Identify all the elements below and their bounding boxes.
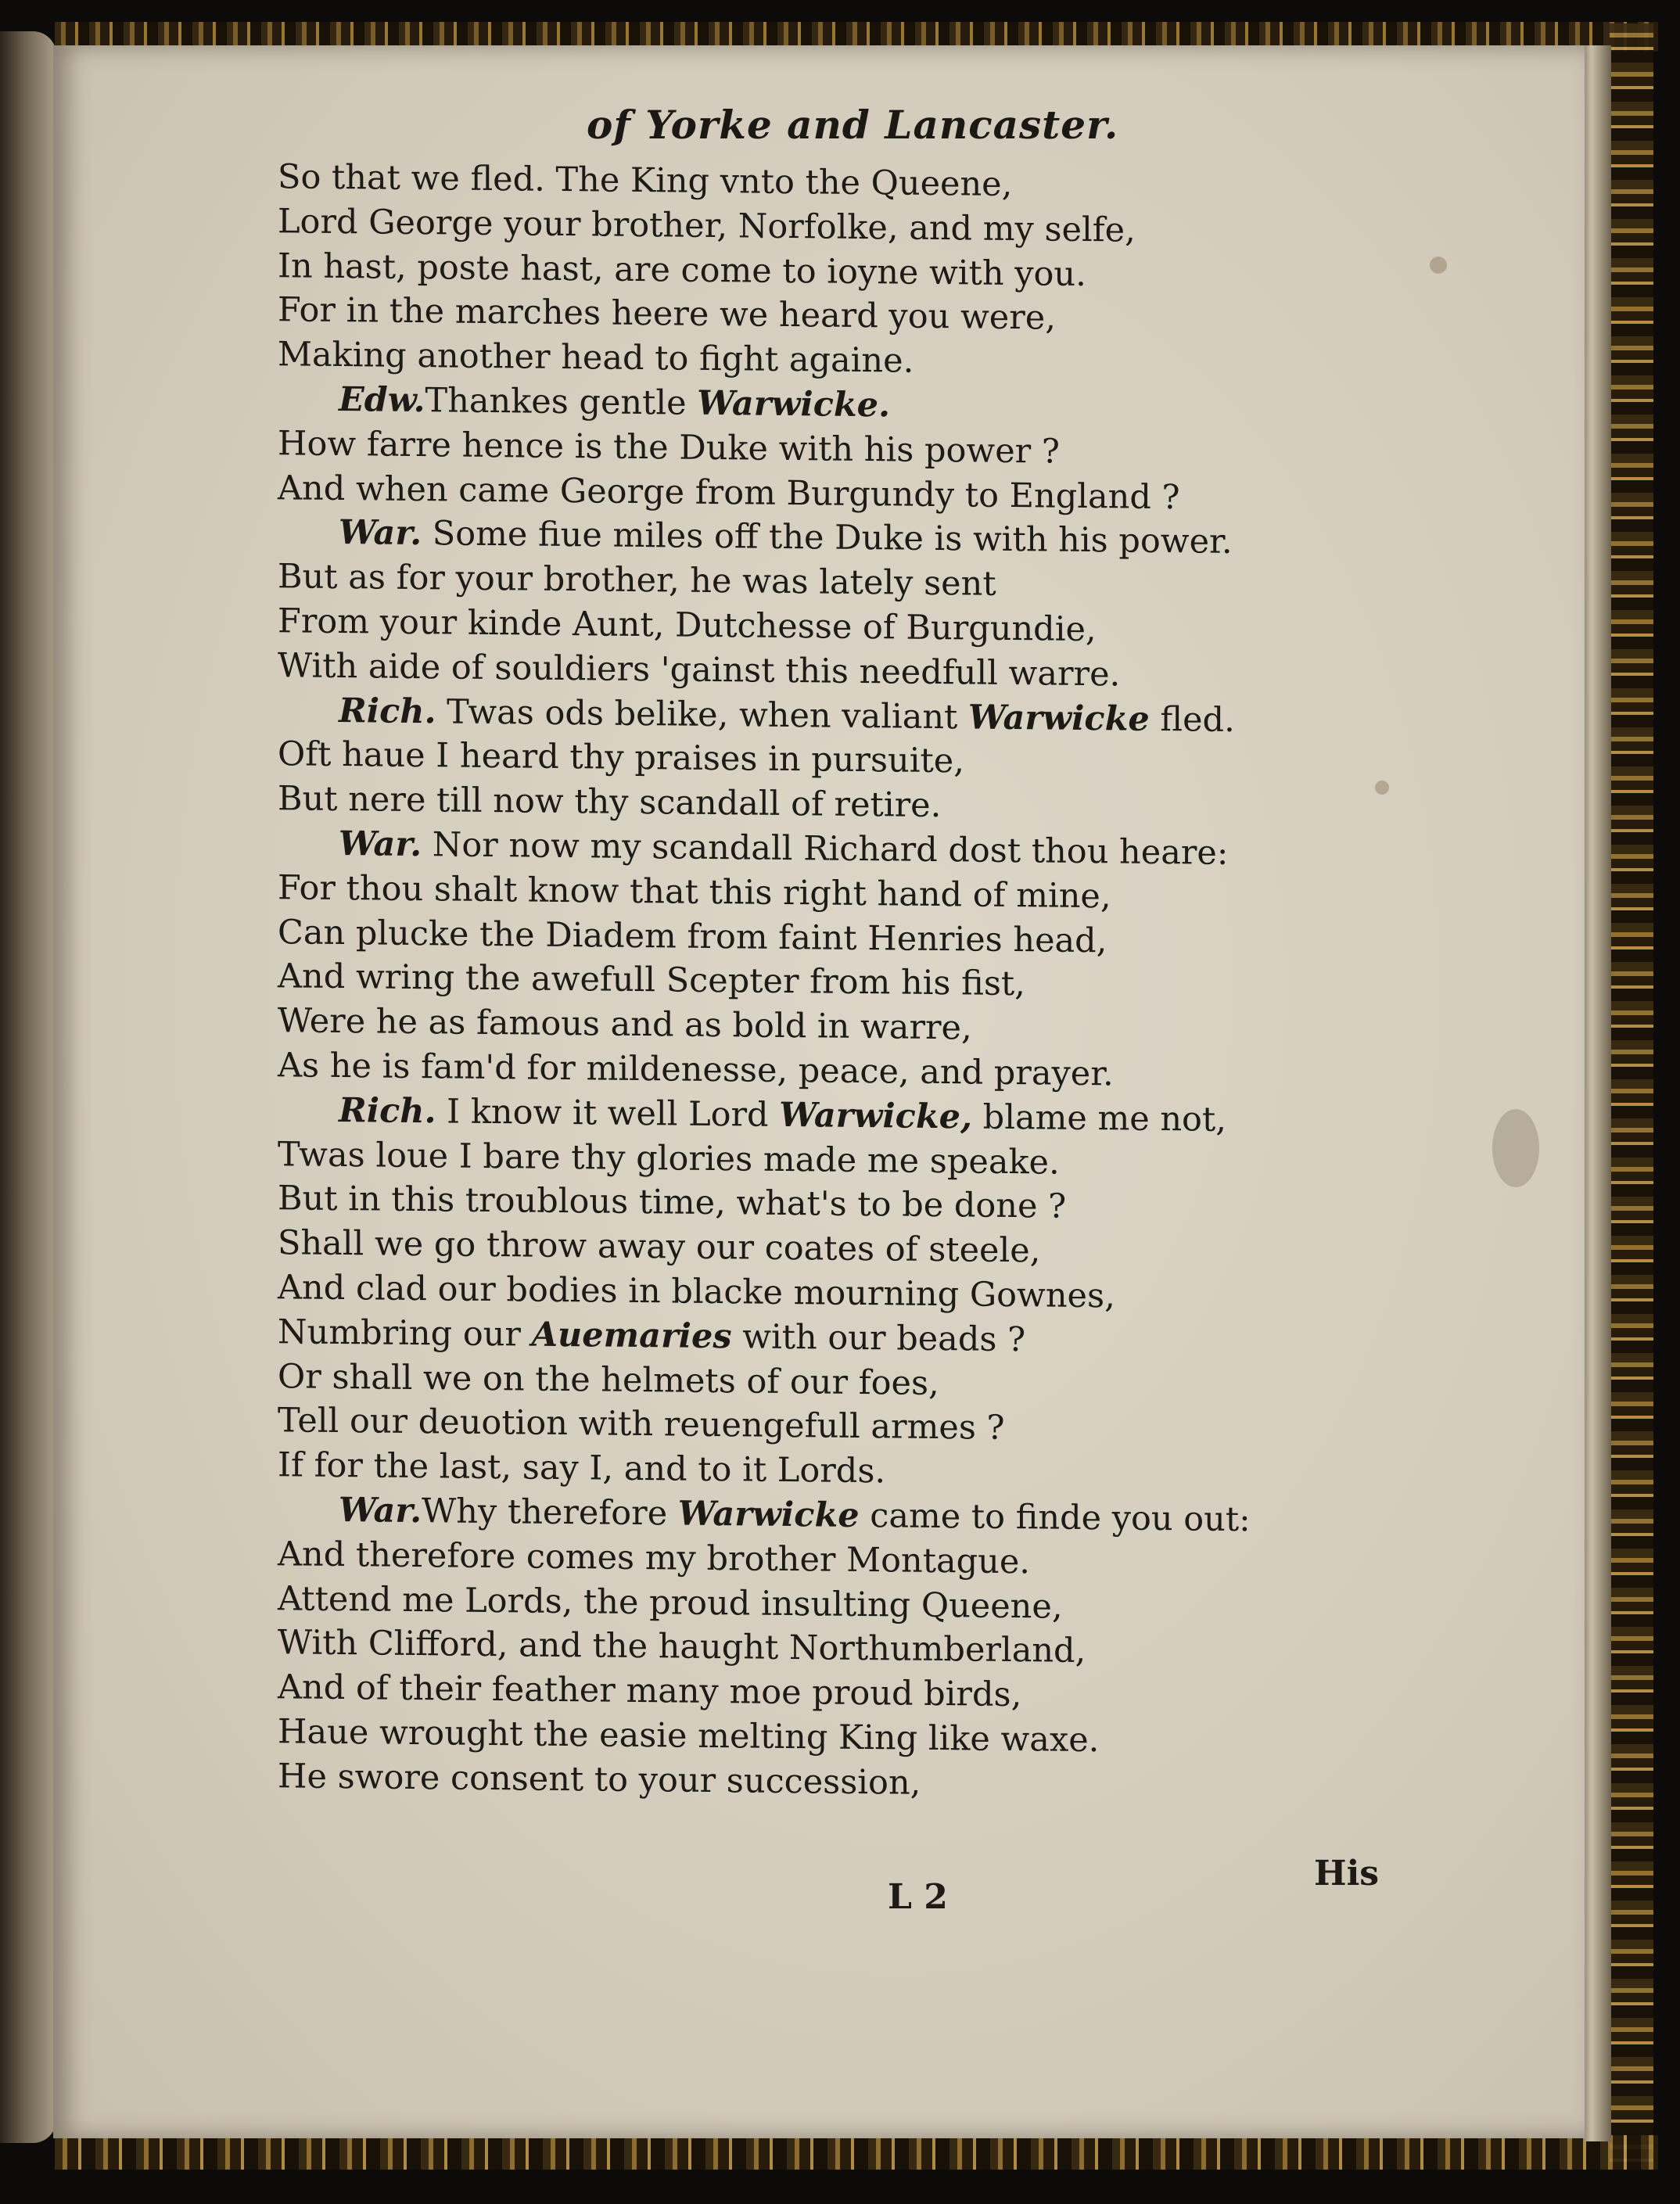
line-text: Oft haue I heard thy praises in pursuite, [278,734,964,781]
line-text: As he is fam'd for mildenesse, peace, and prayer. [278,1046,1114,1094]
italic-name: Warwicke, [779,1095,972,1137]
speaker-name: War. [339,1490,422,1531]
running-header: of Yorke and Lancaster. [587,102,1119,148]
speaker-name: Rich. [339,691,436,731]
line-text: Some fiue miles off the Duke is with his power. [422,514,1233,562]
line-text: Lord George your brother, Norfolke, and my selfe, [278,201,1136,250]
line-text: Shall we go throw away our coates of steele, [278,1223,1041,1271]
gilt-border-bottom [55,2135,1658,2170]
stain-mark [1375,781,1389,795]
line-text: Or shall we on the helmets of our foes, [278,1356,939,1403]
italic-name: Warwicke. [697,383,891,425]
line-text: Were he as famous and as bold in warre, [278,1001,972,1048]
line-text: And clad our bodies in blacke mourning Gownes, [278,1268,1115,1316]
catchword: His [1314,1854,1380,1894]
italic-name: Warwicke [677,1494,860,1535]
signature-mark: L 2 [888,1877,948,1917]
line-text: Haue wrought the easie melting King like waxe. [278,1712,1100,1761]
line-text: Making another head to fight againe. [278,335,914,381]
line-text: For in the marches heere we heard you were, [278,290,1056,339]
italic-name: Auemaries [531,1315,732,1356]
line-text: Tell our deuotion with reuengefull armes ? [278,1401,1005,1448]
book-gutter [0,31,56,2143]
line-text: And therefore comes my brother Montague. [278,1534,1030,1581]
text-block [278,157,1294,1804]
line-text: If for the last, say I, and to it Lords. [278,1445,886,1491]
line-text: blame me not, [972,1097,1226,1140]
line-text: In hast, poste hast, are come to ioyne with you. [278,246,1086,294]
stain-mark [1430,257,1447,274]
line-text: But in this troublous time, what's to be done ? [278,1179,1067,1227]
italic-name: Warwicke [967,698,1150,739]
line-text: From your kinde Aunt, Dutchesse of Burgundie, [278,601,1097,650]
stain-mark [1492,1109,1539,1187]
page-edges [1583,45,1611,2141]
line-text: Twas ods belike, when valiant [436,691,968,738]
line-text: Why therefore [422,1491,678,1534]
line-text: Nor now my scandall Richard dost thou heare: [422,825,1229,873]
line-text: But as for your brother, he was lately sent [278,557,996,604]
line-text: And wring the awefull Scepter from his fist, [278,957,1025,1004]
line-text: And of their feather many moe proud birds, [278,1667,1022,1715]
line-text: Numbring our [278,1312,532,1355]
line-text: For thou shalt know that this right hand of mine, [278,867,1111,917]
speaker-name: Rich. [339,1090,436,1132]
line-text: He swore consent to your succession, [278,1756,921,1803]
line-text: came to finde you out: [859,1495,1251,1540]
line-text: fled. [1149,699,1235,740]
line-text: Thankes gentle [425,381,698,423]
line-text: And when came George from Burgundy to England ? [278,468,1180,517]
speaker-name: War. [339,824,422,865]
line-text: Can plucke the Diadem from faint Henries head, [278,912,1107,960]
line-text: With aide of souldiers 'gainst this needfull warre. [278,645,1121,695]
line-text: So that we fled. The King vnto the Queene, [278,157,1013,205]
gilt-border-right [1610,23,1653,2166]
line-text: Twas loue I bare thy glories made me speake. [278,1134,1060,1183]
line-text: with our beads ? [731,1316,1026,1359]
line-text: How farre hence is the Duke with his power ? [278,423,1060,472]
speaker-name: Edw. [339,379,425,421]
line-text: Attend me Lords, the proud insulting Queene, [278,1578,1063,1627]
line-text: But nere till now thy scandall of retire. [278,779,942,826]
line-text: I know it well Lord [436,1092,780,1135]
line-text: With Clifford, and the haught Northumberland, [278,1623,1086,1671]
speaker-name: War. [339,513,422,554]
